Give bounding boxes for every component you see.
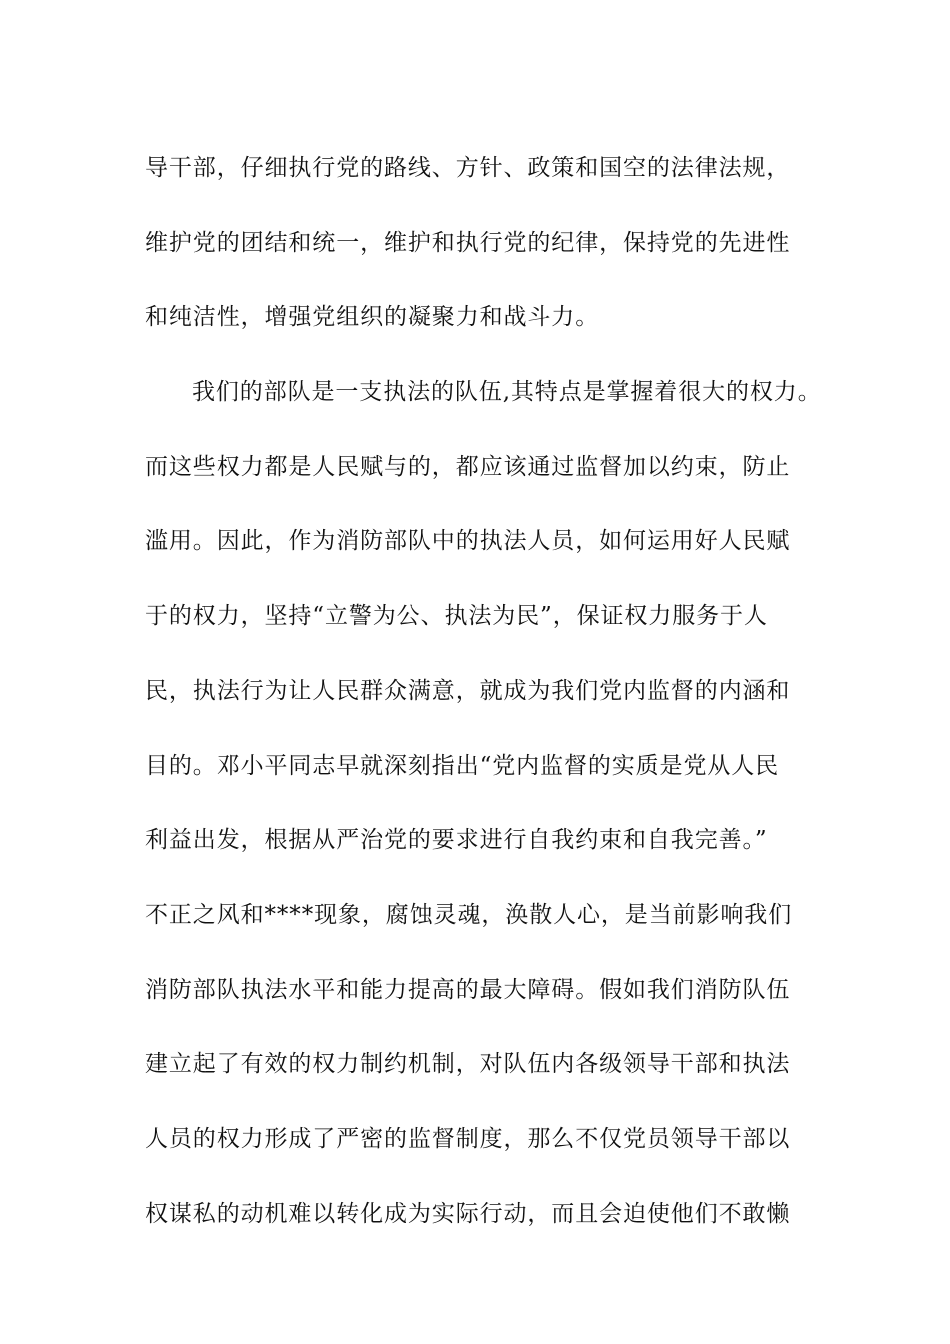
text-line: 滥用。因此，作为消防部队中的执法人员，如何运用好人民赋 <box>145 528 791 555</box>
text-line: 目的。邓小平同志早就深刻指出“党内监督的实质是党从人民 <box>145 752 780 779</box>
text-line: 消防部队执法水平和能力提高的最大障碍。假如我们消防队伍 <box>145 976 791 1003</box>
text-line: 建立起了有效的权力制约机制，对队伍内各级领导干部和执法 <box>145 1051 791 1078</box>
paragraph-first-line: 我们的部队是一支执法的队伍,其特点是掌握着很大的权力。 <box>192 379 822 406</box>
text-line: 维护党的团结和统一，维护和执行党的纪律，保持党的先进性 <box>145 229 791 256</box>
text-line: 人员的权力形成了严密的监督制度，那么不仅党员领导干部以 <box>145 1125 791 1152</box>
text-line: 权谋私的动机难以转化成为实际行动，而且会迫使他们不敢懒 <box>145 1200 791 1227</box>
text-line: 利益出发，根据从严治党的要求进行自我约束和自我完善。” <box>145 827 768 854</box>
text-line: 于的权力，坚持“立警为公、执法为民”，保证权力服务于人 <box>145 603 768 630</box>
text-line: 不正之风和****现象，腐蚀灵魂，涣散人心，是当前影响我们 <box>145 901 793 928</box>
text-line: 和纯洁性，增强党组织的凝聚力和战斗力。 <box>145 304 600 331</box>
text-line: 导干部，仔细执行党的路线、方针、政策和国空的法律法规， <box>145 155 791 181</box>
body-text <box>145 131 825 1251</box>
text-line: 而这些权力都是人民赋与的，都应该通过监督加以约束，防止 <box>145 453 791 480</box>
text-line: 民，执法行为让人民群众满意，就成为我们党内监督的内涵和 <box>145 677 791 704</box>
